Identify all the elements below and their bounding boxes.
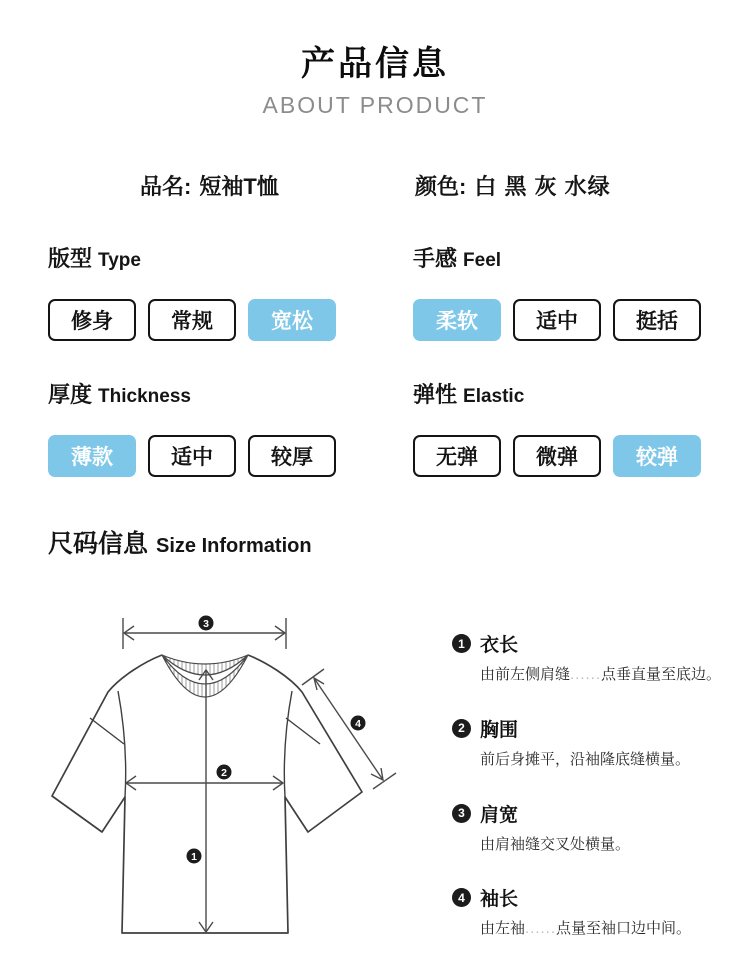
attribute-label-en: Type <box>98 250 141 271</box>
measurement-title: 肩宽 <box>480 804 519 826</box>
product-name-value: 短袖T恤 <box>199 174 279 199</box>
measurement-badge: 2 <box>452 719 471 738</box>
attribute-label-zh: 弹性 <box>413 382 458 407</box>
measurement-item-chest <box>452 715 744 771</box>
chest-width-arrow <box>126 776 283 790</box>
measurement-title: 袖长 <box>480 889 519 911</box>
label-1: 1 <box>191 851 197 863</box>
sleeve-length-label <box>351 716 366 731</box>
option-regular-fit: 常规 <box>148 299 236 341</box>
measurement-list <box>452 630 744 961</box>
attribute-label-thickness <box>48 382 348 410</box>
measurement-desc: 由左袖......点量至袖口边中间。 <box>480 920 692 938</box>
option-slim-fit: 修身 <box>48 299 136 341</box>
chest-width-label <box>217 765 232 780</box>
attribute-label-feel <box>413 246 713 274</box>
tshirt-measurement-diagram <box>40 600 450 960</box>
measurement-badge: 3 <box>452 804 471 823</box>
measurement-desc: 前后身摊平，沿袖隆底缝横量。 <box>480 750 691 768</box>
product-color-value: 白 黑 灰 水绿 <box>474 174 611 199</box>
attribute-options-type <box>48 299 348 341</box>
size-info-heading <box>48 524 312 560</box>
faded-dots: ...... <box>525 920 557 938</box>
label-4: 4 <box>355 718 361 730</box>
size-info-title-en: Size Information <box>156 535 312 557</box>
option-medium-thickness: 适中 <box>148 435 236 477</box>
garment-length-label <box>187 849 202 864</box>
measurement-item-shoulder <box>452 800 744 856</box>
attribute-label-zh: 厚度 <box>48 382 93 407</box>
label-3: 3 <box>203 618 209 630</box>
option-crisp: 挺括 <box>613 299 701 341</box>
option-no-stretch: 无弹 <box>413 435 501 477</box>
measurement-badge: 4 <box>452 888 471 907</box>
product-name-label: 品名: <box>140 174 192 199</box>
attribute-label-zh: 版型 <box>48 246 93 271</box>
option-stretchy-selected: 较弹 <box>613 435 701 477</box>
measurement-title: 衣长 <box>480 635 519 656</box>
attribute-label-elastic <box>413 382 713 410</box>
option-thin-selected: 薄款 <box>48 435 136 477</box>
tshirt-collar <box>162 655 248 697</box>
measurement-badge: 1 <box>452 634 471 653</box>
attribute-group-thickness <box>48 382 348 477</box>
attribute-label-en: Feel <box>463 250 502 271</box>
option-thick: 较厚 <box>248 435 336 477</box>
faded-dots: ...... <box>570 666 602 683</box>
page-title: 产品信息 <box>301 45 449 83</box>
attribute-label-en: Elastic <box>463 386 525 407</box>
attribute-options-feel <box>413 299 713 341</box>
option-slight-stretch: 微弹 <box>513 435 601 477</box>
product-color-row <box>415 170 611 201</box>
attribute-group-elastic <box>413 382 713 477</box>
measurement-item-length <box>452 630 744 686</box>
size-info-title-zh: 尺码信息 <box>48 530 149 558</box>
attribute-label-zh: 手感 <box>413 246 458 271</box>
option-loose-fit-selected: 宽松 <box>248 299 336 341</box>
attribute-label-en: Thickness <box>98 386 191 407</box>
label-2: 2 <box>221 767 227 779</box>
page-subtitle: ABOUT PRODUCT <box>262 92 488 118</box>
attribute-group-type <box>48 246 348 341</box>
garment-length-arrow <box>199 670 213 932</box>
measurement-desc: 由前左侧肩缝......点垂直量至底边。 <box>480 666 722 683</box>
product-name-row <box>140 170 279 201</box>
option-medium-feel: 适中 <box>513 299 601 341</box>
product-color-label: 颜色: <box>415 174 467 199</box>
option-soft-selected: 柔软 <box>413 299 501 341</box>
measurement-desc: 由肩袖缝交叉处横量。 <box>480 835 631 853</box>
attribute-group-feel <box>413 246 713 341</box>
measurement-item-sleeve <box>452 884 744 940</box>
shoulder-width-label <box>199 616 214 631</box>
attribute-options-elastic <box>413 435 713 477</box>
attribute-label-type <box>48 246 348 274</box>
measurement-title: 胸围 <box>480 719 519 741</box>
attribute-options-thickness <box>48 435 348 477</box>
